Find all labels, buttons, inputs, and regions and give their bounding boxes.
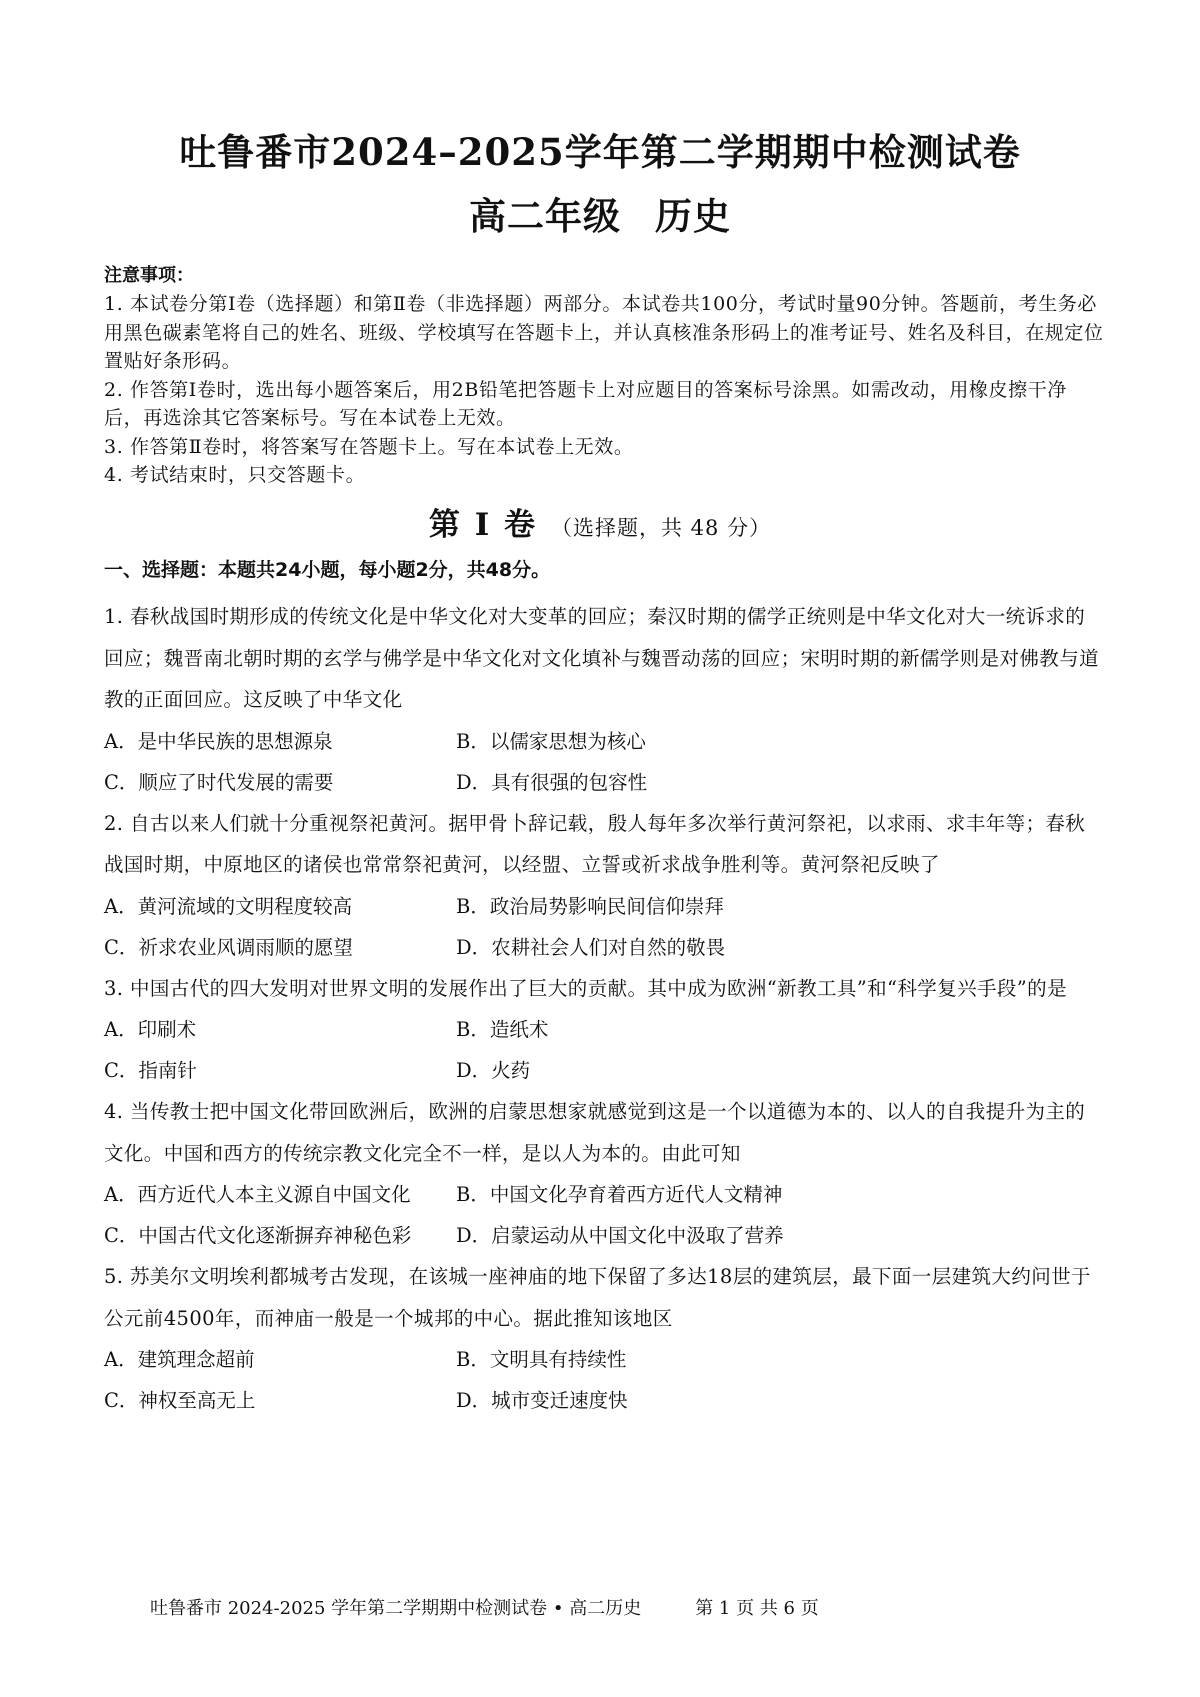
notice-item: 2. 作答第Ⅰ卷时，选出每小题答案后，用2B铅笔把答题卡上对应题目的答案标号涂黑。如需改动，用橡皮擦干净后，再选涂其它答案标号。写在本试卷上无效。: [104, 378, 1067, 429]
question-options: [104, 1009, 1104, 1091]
exam-title: 吐鲁番市2024–2025学年第二学期期中检测试卷: [179, 130, 1021, 174]
page-number: 第 1 页 共 6 页: [695, 1598, 819, 1619]
exam-subtitle: [0, 192, 1200, 240]
option-a: A．黄河流域的文明程度较高: [104, 894, 353, 918]
option-c: C．祈求农业风调雨顺的愿望: [104, 935, 353, 959]
option-b: B．政治局势影响民间信仰崇拜: [456, 894, 724, 918]
notice-item: 3. 作答第Ⅱ卷时，将答案写在答题卡上。写在本试卷上无效。: [104, 435, 634, 458]
subject-label: 历史: [655, 194, 731, 238]
notice-item: 4. 考试结束时，只交答题卡。: [104, 464, 366, 486]
option-b: B．以儒家思想为核心: [456, 729, 646, 753]
notice-list: [104, 290, 1104, 490]
option-c: C．中国古代文化逐渐摒弃神秘色彩: [104, 1224, 412, 1247]
option-a: A．印刷术: [104, 1018, 197, 1041]
question-list: [104, 596, 1104, 1421]
option-b: B．文明具有持续性: [456, 1348, 627, 1371]
section-title: [0, 505, 1200, 548]
question-5: [104, 1256, 1104, 1421]
section-title-main: 第 Ⅰ 卷: [428, 507, 537, 543]
question-4: [104, 1091, 1104, 1256]
question-stem: 2. 自古以来人们就十分重视祭祀黄河。据甲骨卜辞记载，殷人每年多次举行黄河祭祀，以求雨、求丰年等；春秋战国时期，中原地区的诸侯也常常祭祀黄河，以经盟、立誓或祈求战争胜利等。黄河祭祀反映了: [104, 811, 1086, 876]
question-stem: 5. 苏美尔文明埃利都城考古发现，在该城一座神庙的地下保留了多达18层的建筑层，最下面一层建筑大约问世于公元前4500年，而神庙一般是一个城邦的中心。据此推知该地区: [104, 1265, 1091, 1330]
question-stem: 4. 当传教士把中国文化带回欧洲后，欧洲的启蒙思想家就感觉到这是一个以道德为本的、以人的自我提升为主的文化。中国和西方的传统宗教文化完全不一样，是以人为本的。由此可知: [104, 1100, 1086, 1165]
notice-item: 1. 本试卷分第Ⅰ卷（选择题）和第Ⅱ卷（非选择题）两部分。本试卷共100分，考试时量90分钟。答题前，考生务必用黑色碳素笔将自己的姓名、班级、学校填写在答题卡上，并认真核准条形码上的准考证号、姓名及科目，在规定位置贴好条形码。: [104, 293, 1104, 372]
section-title-sub: （选择题，共 48 分）: [551, 516, 772, 540]
question-options: [104, 721, 1104, 803]
question-options: [104, 886, 1104, 968]
question-options: [104, 1339, 1104, 1421]
option-b: B．中国文化孕育着西方近代人文精神: [456, 1183, 783, 1206]
notice-heading: 注意事项：: [104, 265, 194, 286]
option-d: D．启蒙运动从中国文化中汲取了营养: [456, 1224, 784, 1247]
option-a: A．是中华民族的思想源泉: [104, 729, 333, 753]
option-b: B．造纸术: [456, 1018, 549, 1041]
option-d: D．农耕社会人们对自然的敬畏: [456, 935, 726, 959]
page-footer: [150, 1597, 819, 1621]
option-d: D．火药: [456, 1059, 531, 1082]
footer-title: 吐鲁番市 2024-2025 学年第二学期期中检测试卷 • 高二历史: [150, 1598, 642, 1619]
option-a: A．建筑理念超前: [104, 1348, 255, 1371]
question-options: [104, 1174, 1104, 1256]
question-3: [104, 968, 1104, 1092]
option-c: C．神权至高无上: [104, 1389, 256, 1412]
grade-label: 高二年级: [469, 194, 621, 238]
option-d: D．具有很强的包容性: [456, 770, 648, 794]
question-2: [104, 803, 1104, 968]
question-stem: 3. 中国古代的四大发明对世界文明的发展作出了巨大的贡献。其中成为欧洲“新教工具”和“科学复兴手段”的是: [104, 976, 1067, 1000]
option-d: D．城市变迁速度快: [456, 1389, 628, 1412]
question-stem: 1. 春秋战国时期形成的传统文化是中华文化对大变革的回应；秦汉时期的儒学正统则是中华文化对大一统诉求的回应；魏晋南北朝时期的玄学与佛学是中华文化对文化填补与魏晋动荡的回应；宋明时期的新儒学则是对佛教与道教的正面回应。这反映了中华文化: [104, 605, 1100, 711]
part-heading: 一、选择题：本题共24小题，每小题2分，共48分。: [104, 559, 551, 581]
option-c: C．指南针: [104, 1059, 197, 1082]
question-1: [104, 596, 1104, 803]
option-c: C．顺应了时代发展的需要: [104, 770, 334, 794]
option-a: A．西方近代人本主义源自中国文化: [104, 1183, 411, 1206]
